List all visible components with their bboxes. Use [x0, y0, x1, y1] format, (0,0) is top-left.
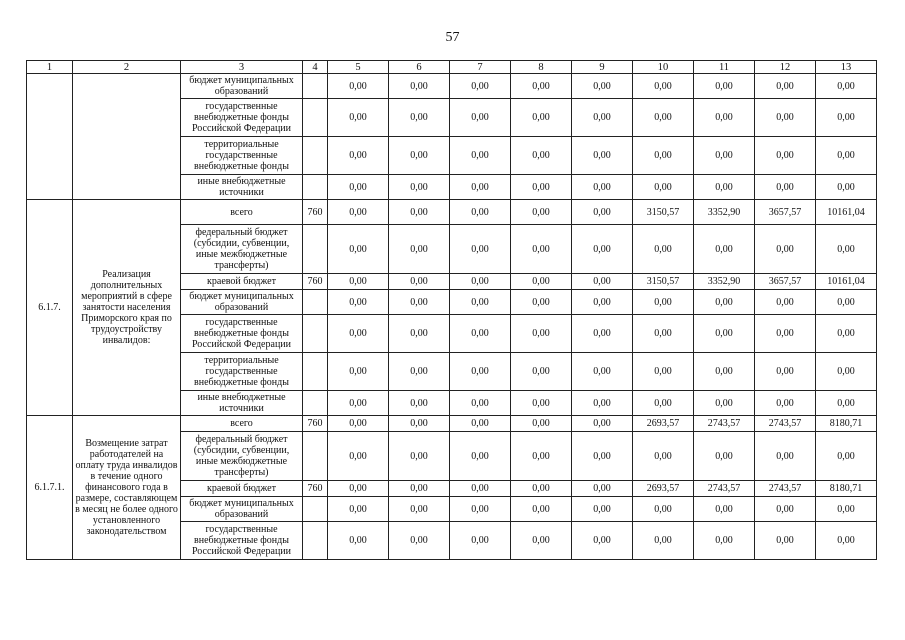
value-cell: 0,00: [633, 175, 694, 200]
value-cell: 0,00: [694, 175, 755, 200]
value-cell: 3352,90: [694, 274, 755, 290]
column-header: 2: [73, 61, 181, 74]
value-cell: 0,00: [389, 274, 450, 290]
table-row: [27, 74, 877, 99]
value-cell: 0,00: [389, 74, 450, 99]
grbs-code: [303, 175, 328, 200]
value-cell: 0,00: [389, 481, 450, 497]
value-cell: 0,00: [328, 290, 389, 315]
column-header: 6: [389, 61, 450, 74]
value-cell: 0,00: [328, 175, 389, 200]
value-cell: 3657,57: [755, 200, 816, 225]
value-cell: 0,00: [816, 290, 877, 315]
value-cell: 0,00: [450, 137, 511, 175]
value-cell: 0,00: [328, 391, 389, 416]
value-cell: 0,00: [511, 74, 572, 99]
value-cell: 2693,57: [633, 416, 694, 432]
value-cell: 0,00: [572, 353, 633, 391]
value-cell: 0,00: [511, 274, 572, 290]
header-row: [27, 61, 877, 74]
funding-source: государственные внебюджетные фонды Российской Федерации: [181, 99, 303, 137]
value-cell: 0,00: [389, 225, 450, 274]
value-cell: 0,00: [450, 315, 511, 353]
value-cell: 0,00: [450, 522, 511, 560]
item-name: Реализация дополнительных мероприятий в сфере занятости населения Приморского края по трудоустройству инвалидов:: [73, 200, 181, 416]
grbs-code: 760: [303, 200, 328, 225]
value-cell: 0,00: [328, 99, 389, 137]
column-header: 8: [511, 61, 572, 74]
value-cell: 0,00: [755, 432, 816, 481]
value-cell: 2743,57: [694, 481, 755, 497]
value-cell: 0,00: [572, 99, 633, 137]
value-cell: 10161,04: [816, 200, 877, 225]
value-cell: 0,00: [816, 497, 877, 522]
value-cell: 0,00: [694, 99, 755, 137]
value-cell: 0,00: [633, 74, 694, 99]
value-cell: 0,00: [816, 391, 877, 416]
value-cell: 0,00: [450, 99, 511, 137]
value-cell: 0,00: [450, 74, 511, 99]
item-code: 6.1.7.: [27, 200, 73, 416]
value-cell: 0,00: [511, 175, 572, 200]
value-cell: 0,00: [633, 137, 694, 175]
value-cell: 0,00: [572, 290, 633, 315]
value-cell: 0,00: [572, 315, 633, 353]
grbs-code: [303, 290, 328, 315]
value-cell: 0,00: [572, 200, 633, 225]
value-cell: 0,00: [328, 522, 389, 560]
value-cell: 0,00: [633, 290, 694, 315]
funding-source: иные внебюджетные источники: [181, 175, 303, 200]
grbs-code: [303, 99, 328, 137]
value-cell: 0,00: [328, 481, 389, 497]
funding-source: бюджет муниципальных образований: [181, 290, 303, 315]
value-cell: 0,00: [694, 137, 755, 175]
value-cell: 0,00: [755, 137, 816, 175]
grbs-code: [303, 432, 328, 481]
value-cell: 0,00: [755, 99, 816, 137]
table-row: [27, 416, 877, 432]
value-cell: 0,00: [755, 74, 816, 99]
value-cell: 0,00: [755, 175, 816, 200]
funding-source: бюджет муниципальных образований: [181, 74, 303, 99]
value-cell: 0,00: [450, 416, 511, 432]
value-cell: 0,00: [328, 497, 389, 522]
value-cell: 0,00: [816, 522, 877, 560]
column-header: 7: [450, 61, 511, 74]
value-cell: 0,00: [755, 225, 816, 274]
item-name: [73, 74, 181, 200]
value-cell: 0,00: [633, 432, 694, 481]
column-header: 10: [633, 61, 694, 74]
value-cell: 0,00: [450, 225, 511, 274]
value-cell: 0,00: [389, 353, 450, 391]
column-header: 4: [303, 61, 328, 74]
value-cell: 0,00: [328, 137, 389, 175]
grbs-code: [303, 497, 328, 522]
value-cell: 0,00: [816, 175, 877, 200]
value-cell: 0,00: [511, 99, 572, 137]
value-cell: 3352,90: [694, 200, 755, 225]
value-cell: 0,00: [389, 497, 450, 522]
value-cell: 0,00: [694, 290, 755, 315]
value-cell: 0,00: [450, 481, 511, 497]
grbs-code: [303, 391, 328, 416]
value-cell: 0,00: [511, 137, 572, 175]
value-cell: 0,00: [511, 353, 572, 391]
value-cell: 0,00: [572, 416, 633, 432]
value-cell: 0,00: [511, 225, 572, 274]
value-cell: 0,00: [816, 74, 877, 99]
value-cell: 0,00: [450, 200, 511, 225]
value-cell: 0,00: [450, 497, 511, 522]
value-cell: 0,00: [389, 315, 450, 353]
funding-source: всего: [181, 200, 303, 225]
table-row: [27, 200, 877, 225]
value-cell: 3657,57: [755, 274, 816, 290]
funding-source: территориальные государственные внебюджетные фонды: [181, 137, 303, 175]
value-cell: 0,00: [511, 481, 572, 497]
value-cell: 0,00: [328, 274, 389, 290]
funding-source: краевой бюджет: [181, 481, 303, 497]
column-header: 1: [27, 61, 73, 74]
value-cell: 0,00: [694, 522, 755, 560]
value-cell: 0,00: [633, 522, 694, 560]
value-cell: 0,00: [389, 522, 450, 560]
value-cell: 0,00: [389, 137, 450, 175]
value-cell: 0,00: [328, 432, 389, 481]
item-code: 6.1.7.1.: [27, 416, 73, 560]
value-cell: 0,00: [389, 200, 450, 225]
value-cell: 0,00: [755, 315, 816, 353]
value-cell: 2743,57: [755, 416, 816, 432]
page-number: 57: [445, 30, 460, 45]
value-cell: 0,00: [694, 315, 755, 353]
value-cell: 0,00: [450, 175, 511, 200]
funding-source: бюджет муниципальных образований: [181, 497, 303, 522]
value-cell: 0,00: [816, 315, 877, 353]
value-cell: 0,00: [633, 353, 694, 391]
value-cell: 0,00: [694, 497, 755, 522]
value-cell: 0,00: [572, 391, 633, 416]
item-code: [27, 74, 73, 200]
value-cell: 0,00: [389, 416, 450, 432]
value-cell: 0,00: [389, 290, 450, 315]
value-cell: 0,00: [816, 432, 877, 481]
value-cell: 2693,57: [633, 481, 694, 497]
item-name: Возмещение затрат работодателей на оплату труда инвалидов в течение одного финансового года в размере, составляющем в месяц не более одного установленного законодательством: [73, 416, 181, 560]
value-cell: 0,00: [755, 353, 816, 391]
value-cell: 0,00: [633, 497, 694, 522]
column-header: 12: [755, 61, 816, 74]
funding-source: всего: [181, 416, 303, 432]
value-cell: 0,00: [633, 225, 694, 274]
funding-source: государственные внебюджетные фонды Российской Федерации: [181, 522, 303, 560]
value-cell: 0,00: [694, 74, 755, 99]
funding-source: федеральный бюджет (субсидии, субвенции, иные межбюджетные трансферты): [181, 432, 303, 481]
value-cell: 0,00: [572, 74, 633, 99]
value-cell: 0,00: [633, 99, 694, 137]
grbs-code: [303, 353, 328, 391]
column-header: 11: [694, 61, 755, 74]
grbs-code: 760: [303, 416, 328, 432]
grbs-code: [303, 225, 328, 274]
funding-source: федеральный бюджет (субсидии, субвенции, иные межбюджетные трансферты): [181, 225, 303, 274]
value-cell: 2743,57: [755, 481, 816, 497]
value-cell: 0,00: [450, 391, 511, 416]
grbs-code: [303, 522, 328, 560]
value-cell: 0,00: [328, 315, 389, 353]
grbs-code: [303, 137, 328, 175]
value-cell: 10161,04: [816, 274, 877, 290]
value-cell: 0,00: [572, 522, 633, 560]
funding-source: краевой бюджет: [181, 274, 303, 290]
value-cell: 0,00: [511, 315, 572, 353]
funding-source: государственные внебюджетные фонды Российской Федерации: [181, 315, 303, 353]
value-cell: 0,00: [633, 315, 694, 353]
grbs-code: 760: [303, 481, 328, 497]
value-cell: 0,00: [572, 274, 633, 290]
value-cell: 0,00: [511, 416, 572, 432]
value-cell: 0,00: [328, 416, 389, 432]
value-cell: 0,00: [511, 290, 572, 315]
grbs-code: 760: [303, 274, 328, 290]
value-cell: 0,00: [755, 391, 816, 416]
value-cell: 3150,57: [633, 274, 694, 290]
column-header: 5: [328, 61, 389, 74]
value-cell: 8180,71: [816, 481, 877, 497]
value-cell: 0,00: [511, 200, 572, 225]
value-cell: 0,00: [572, 432, 633, 481]
column-header: 9: [572, 61, 633, 74]
value-cell: 0,00: [572, 497, 633, 522]
value-cell: 0,00: [694, 225, 755, 274]
value-cell: 0,00: [389, 391, 450, 416]
value-cell: 0,00: [511, 432, 572, 481]
value-cell: 0,00: [694, 353, 755, 391]
value-cell: 0,00: [755, 522, 816, 560]
funding-source: иные внебюджетные источники: [181, 391, 303, 416]
value-cell: 3150,57: [633, 200, 694, 225]
value-cell: 0,00: [450, 290, 511, 315]
value-cell: 0,00: [572, 175, 633, 200]
value-cell: 0,00: [633, 391, 694, 416]
value-cell: 0,00: [328, 225, 389, 274]
value-cell: 0,00: [511, 497, 572, 522]
value-cell: 0,00: [389, 175, 450, 200]
value-cell: 0,00: [572, 137, 633, 175]
value-cell: 0,00: [572, 225, 633, 274]
value-cell: 0,00: [755, 497, 816, 522]
budget-table: [26, 60, 877, 560]
grbs-code: [303, 74, 328, 99]
funding-source: территориальные государственные внебюджетные фонды: [181, 353, 303, 391]
value-cell: 0,00: [389, 99, 450, 137]
value-cell: 0,00: [694, 391, 755, 416]
value-cell: 8180,71: [816, 416, 877, 432]
value-cell: 0,00: [511, 391, 572, 416]
column-header: 3: [181, 61, 303, 74]
value-cell: 0,00: [389, 432, 450, 481]
value-cell: 2743,57: [694, 416, 755, 432]
value-cell: 0,00: [450, 274, 511, 290]
value-cell: 0,00: [572, 481, 633, 497]
value-cell: 0,00: [816, 353, 877, 391]
value-cell: 0,00: [450, 353, 511, 391]
grbs-code: [303, 315, 328, 353]
value-cell: 0,00: [816, 99, 877, 137]
value-cell: 0,00: [511, 522, 572, 560]
column-header: 13: [816, 61, 877, 74]
value-cell: 0,00: [755, 290, 816, 315]
value-cell: 0,00: [694, 432, 755, 481]
value-cell: 0,00: [328, 74, 389, 99]
value-cell: 0,00: [450, 432, 511, 481]
value-cell: 0,00: [816, 225, 877, 274]
value-cell: 0,00: [816, 137, 877, 175]
value-cell: 0,00: [328, 200, 389, 225]
value-cell: 0,00: [328, 353, 389, 391]
